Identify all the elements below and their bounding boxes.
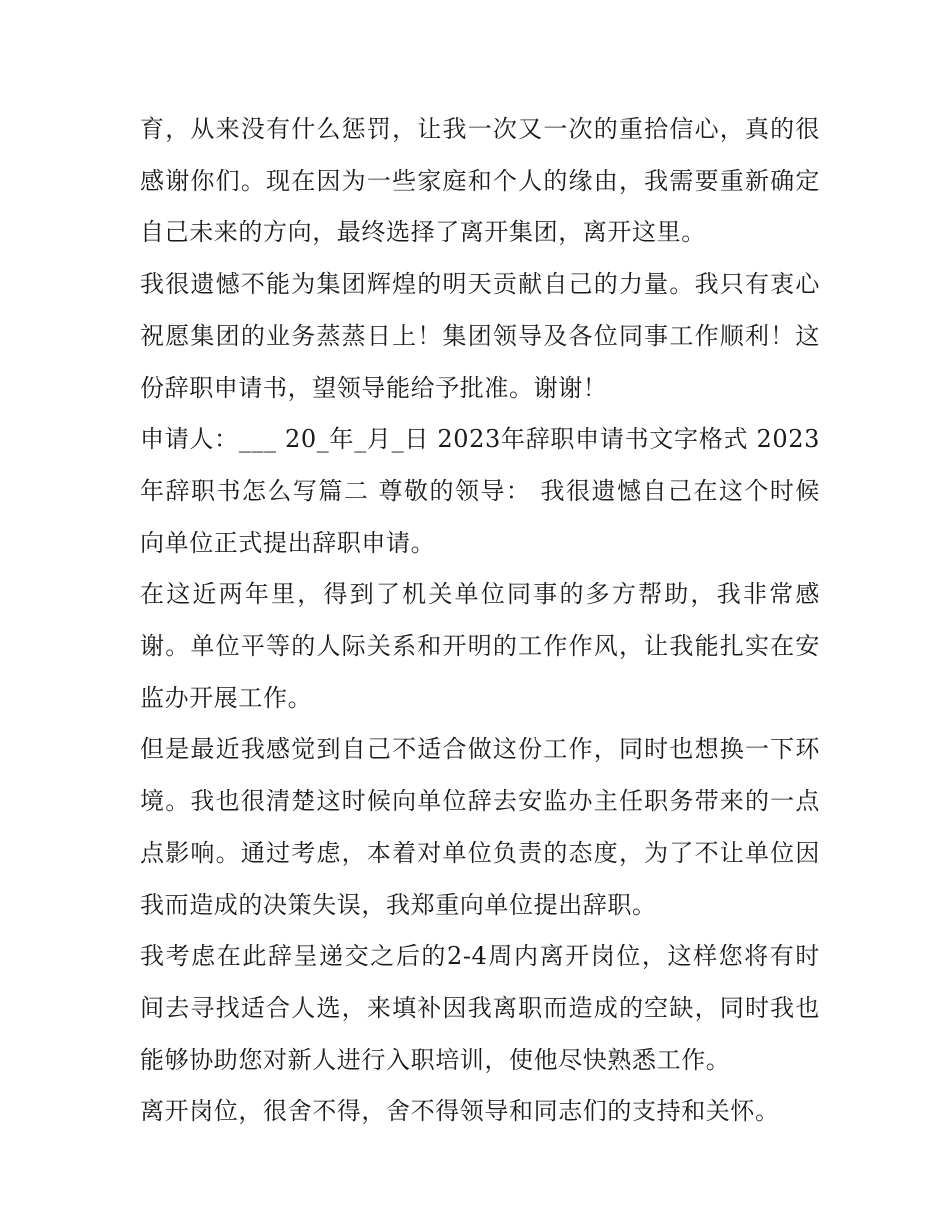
paragraph-2: 我很遗憾不能为集团辉煌的明天贡献自己的力量。我只有衷心祝愿集团的业务蒸蒸日上！集团领导及各位同事工作顺利！这份辞职申请书，望领导能给予批准。谢谢！	[140, 270, 820, 402]
paragraph-7: 离开岗位，很舍不得，舍不得领导和同志们的支持和关怀。	[140, 1097, 780, 1126]
paragraph-1: 育，从来没有什么惩罚，让我一次又一次的重拾信心，真的很感谢你们。现在因为一些家庭和个人的缘由，我需要重新确定自己未来的方向，最终选择了离开集团，离开这里。	[140, 115, 820, 247]
document-body	[140, 104, 820, 1138]
paragraph-5: 但是最近我感觉到自己不适合做这份工作，同时也想换一下环境。我也很清楚这时候向单位辞去安监办主任职务带来的一点点影响。通过考虑，本着对单位负责的态度，为了不让单位因我而造成的决策失误，我郑重向单位提出辞职。	[140, 735, 820, 919]
paragraph-4: 在这近两年里，得到了机关单位同事的多方帮助，我非常感谢。单位平等的人际关系和开明的工作作风，让我能扎实在安监办开展工作。	[140, 580, 820, 712]
paragraph-6: 我考虑在此辞呈递交之后的2-4周内离开岗位，这样您将有时间去寻找适合人选，来填补因我离职而造成的空缺，同时我也能够协助您对新人进行入职培训，使他尽快熟悉工作。	[140, 942, 820, 1074]
paragraph-3: 申请人：___ 20_年_月_日 2023年辞职申请书文字格式 2023年辞职书怎么写篇二 尊敬的领导： 我很遗憾自己在这个时候向单位正式提出辞职申请。	[140, 425, 820, 557]
